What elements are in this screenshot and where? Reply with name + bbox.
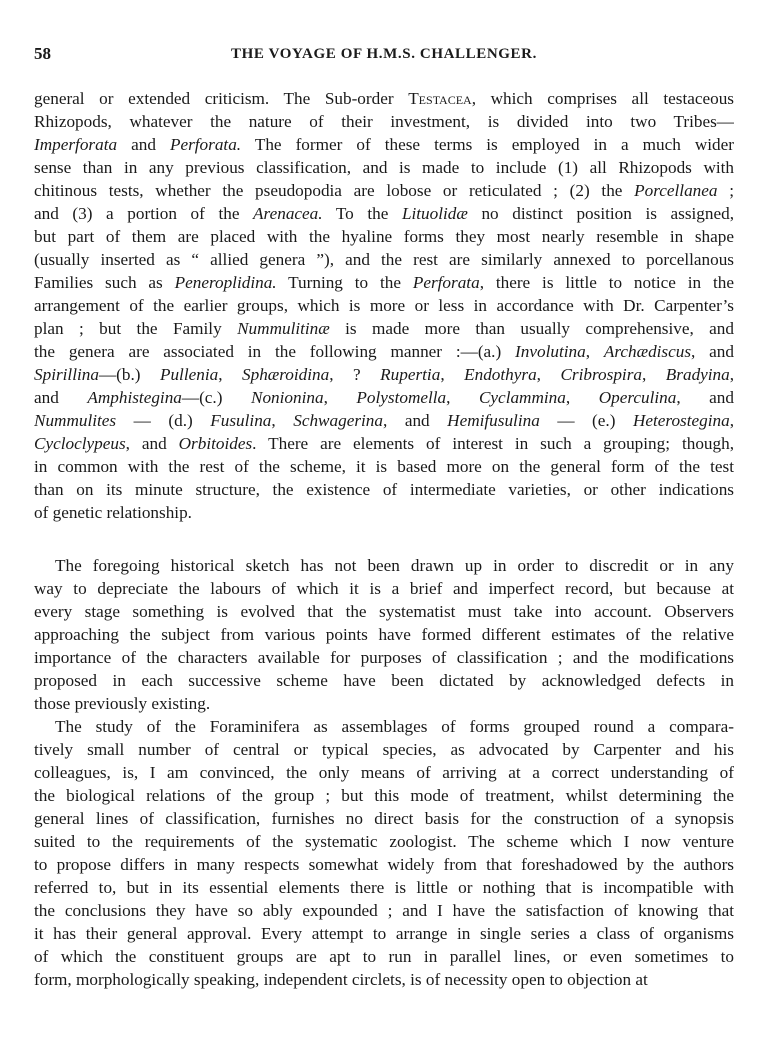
italic-term: Endothyra	[464, 365, 537, 384]
text-run: chitinous tests, whether the pseudopodia are lobose or reticulated ; (2) the	[34, 181, 635, 200]
italic-term: Cyclammina	[478, 388, 566, 407]
italic-term: Porcellanea	[634, 181, 718, 200]
text-run: the conclusions they have so ably expounded ; and I have the satisfaction of knowing that	[34, 901, 734, 920]
italic-term: Operculina	[598, 388, 677, 407]
text-line	[34, 133, 734, 156]
text-run: The former of these terms is employed in a much wider	[241, 135, 734, 154]
paragraph-classification-summary	[34, 87, 734, 524]
italic-term: Nummulitinæ	[237, 319, 330, 338]
text-run: tively small number of central or typical species, as advocated by Carpenter and his	[34, 740, 734, 759]
text-line	[34, 669, 734, 692]
text-line	[34, 945, 734, 968]
text-run: Rhizopods, whatever the nature of their investment, is divided into two Tribes—	[34, 112, 734, 131]
text-run: arrangement of the earlier groups, which is more or less in accordance with Dr. Carpenter’s	[34, 296, 734, 315]
text-line	[34, 110, 734, 133]
text-run: sense than in any previous classification, and is made to include (1) all Rhizopods with	[34, 158, 734, 177]
paragraph-study-of-foraminifera	[34, 715, 734, 991]
text-run: , there is little to notice in the	[479, 273, 734, 292]
text-run: ,	[536, 365, 561, 384]
text-line	[34, 761, 734, 784]
text-run: — (e.)	[539, 411, 633, 430]
text-run: Families such as	[34, 273, 175, 292]
text-line	[34, 830, 734, 853]
page-header	[34, 44, 734, 68]
text-run: way to depreciate the labours of which it is a brief and imperfect record, but because at	[34, 579, 734, 598]
text-line	[34, 363, 734, 386]
text-run: than on its minute structure, the existence of intermediate varieties, or other indications	[34, 480, 734, 499]
text-line	[34, 738, 734, 761]
text-run: approaching the subject from various points have formed different estimates of the relative	[34, 625, 734, 644]
text-line	[34, 432, 734, 455]
text-run: the biological relations of the group ; but this mode of treatment, whilst determining the	[34, 786, 734, 805]
text-line	[34, 317, 734, 340]
text-line	[34, 156, 734, 179]
text-run: but part of them are placed with the hyaline forms they most nearly resemble in shape	[34, 227, 734, 246]
text-run: and	[34, 388, 88, 407]
text-run: , which comprises all testaceous	[471, 89, 734, 108]
text-line	[34, 87, 734, 110]
text-line	[34, 409, 734, 432]
text-run: it has their general approval. Every attempt to arrange in single series a class of organisms	[34, 924, 734, 943]
text-run: ,	[323, 388, 357, 407]
text-line	[34, 554, 734, 577]
text-run: form, morphologically speaking, independent circlets, is of necessity open to objection at	[34, 970, 648, 989]
page-number: 58	[34, 44, 51, 63]
text-line	[34, 715, 734, 738]
text-run: ,	[446, 388, 479, 407]
text-line	[34, 899, 734, 922]
text-line	[34, 807, 734, 830]
text-run: no distinct position is assigned,	[467, 204, 734, 223]
text-line	[34, 501, 734, 524]
text-line	[34, 455, 734, 478]
italic-term: Perforata.	[169, 135, 242, 154]
text-run: ,	[729, 411, 734, 430]
text-run: —(b.)	[98, 365, 160, 384]
text-run: to propose differs in many respects somewhat widely from that foreshadowed by the authors	[34, 855, 734, 874]
text-run: ,	[565, 388, 599, 407]
text-run: . There are elements of interest in such a grouping; though,	[252, 434, 734, 453]
italic-term: Orbitoides	[178, 434, 253, 453]
italic-term: Hemifusulina	[447, 411, 540, 430]
italic-term: Perforata	[412, 273, 480, 292]
italic-term: Involutina	[515, 342, 586, 361]
text-line	[34, 248, 734, 271]
text-run: of which the constituent groups are apt to run in parallel lines, or even sometimes to	[34, 947, 734, 966]
italic-term: Heterostegina	[632, 411, 730, 430]
italic-term: Amphistegina	[87, 388, 182, 407]
text-run: The foregoing historical sketch has not been drawn up in order to discredit or in any	[55, 556, 734, 575]
text-run: proposed in each successive scheme have been dictated by acknowledged defects in	[34, 671, 734, 690]
text-run: , and	[125, 434, 179, 453]
italic-term: Archædiscus	[603, 342, 692, 361]
text-run: To the	[322, 204, 402, 223]
text-run: ,	[641, 365, 666, 384]
text-line	[34, 922, 734, 945]
text-line	[34, 577, 734, 600]
text-line	[34, 623, 734, 646]
text-run: ,	[585, 342, 604, 361]
text-run: of genetic relationship.	[34, 503, 192, 522]
italic-term: Nummulites	[34, 411, 117, 430]
text-run: those previously existing.	[34, 694, 211, 713]
text-line	[34, 968, 734, 991]
text-run: the genera are associated in the following manner :—(a.)	[34, 342, 516, 361]
text-line	[34, 202, 734, 225]
text-run: general or extended criticism. The Sub-order	[34, 89, 409, 108]
text-run: is made more than usually comprehensive, and	[329, 319, 734, 338]
text-run: —(c.)	[181, 388, 251, 407]
text-run: ,	[440, 365, 465, 384]
italic-term: Pullenia	[159, 365, 219, 384]
text-run: (usually inserted as “ allied genera ”), and the rest are similarly annexed to porcellanous	[34, 250, 734, 269]
text-run: in common with the rest of the scheme, it is based more on the general form of the test	[34, 457, 734, 476]
text-run: ,	[729, 365, 734, 384]
text-line	[34, 600, 734, 623]
text-line	[34, 784, 734, 807]
text-run: Turning to the	[276, 273, 413, 292]
small-caps-term: Testacea	[408, 89, 472, 108]
text-line	[34, 853, 734, 876]
italic-term: Sphæroidina	[242, 365, 330, 384]
text-line	[34, 340, 734, 363]
text-run: , and	[382, 411, 448, 430]
italic-term: Schwagerina	[293, 411, 383, 430]
italic-term: Cribrospira	[560, 365, 642, 384]
text-run: and (3) a portion of the	[34, 204, 254, 223]
text-run: colleagues, is, I am convinced, the only means of arriving at a correct understanding of	[34, 763, 734, 782]
text-run: referred to, but in its essential elements there is little or nothing that is incompatible with	[34, 878, 734, 897]
text-line	[34, 294, 734, 317]
italic-term: Nonionina	[250, 388, 324, 407]
paragraph-historical-sketch	[34, 554, 734, 715]
text-line	[34, 225, 734, 248]
italic-term: Lituolidæ	[401, 204, 468, 223]
text-run: ;	[717, 181, 734, 200]
text-run: , and	[676, 388, 734, 407]
text-line	[34, 876, 734, 899]
italic-term: Spirillina	[34, 365, 99, 384]
text-line	[34, 646, 734, 669]
italic-term: Rupertia	[380, 365, 441, 384]
italic-term: Polystomella	[356, 388, 447, 407]
text-line	[34, 692, 734, 715]
italic-term: Arenacea.	[253, 204, 323, 223]
text-run: — (d.)	[116, 411, 211, 430]
text-line	[34, 271, 734, 294]
text-run: The study of the Foraminifera as assemblages of forms grouped round a compara-	[55, 717, 734, 736]
italic-term: Bradyina	[665, 365, 730, 384]
text-run: , ?	[329, 365, 381, 384]
text-line	[34, 478, 734, 501]
text-line	[34, 386, 734, 409]
text-line	[34, 179, 734, 202]
text-run: importance of the characters available for purposes of classification ; and the modifications	[34, 648, 734, 667]
italic-term: Peneroplidina.	[174, 273, 277, 292]
italic-term: Imperforata	[34, 135, 118, 154]
text-run: ,	[218, 365, 243, 384]
text-run: suited to the requirements of the systematic zoologist. The scheme which I now venture	[34, 832, 734, 851]
italic-term: Cycloclypeus	[34, 434, 126, 453]
text-run: ,	[271, 411, 294, 430]
running-title: THE VOYAGE OF H.M.S. CHALLENGER.	[231, 46, 537, 62]
text-run: general lines of classification, furnishes no direct basis for the construction of a synopsis	[34, 809, 734, 828]
text-run: every stage something is evolved that the systematist must take into account. Observers	[34, 602, 734, 621]
text-run: plan ; but the Family	[34, 319, 238, 338]
text-run: and	[117, 135, 170, 154]
text-run: , and	[691, 342, 734, 361]
italic-term: Fusulina	[210, 411, 272, 430]
